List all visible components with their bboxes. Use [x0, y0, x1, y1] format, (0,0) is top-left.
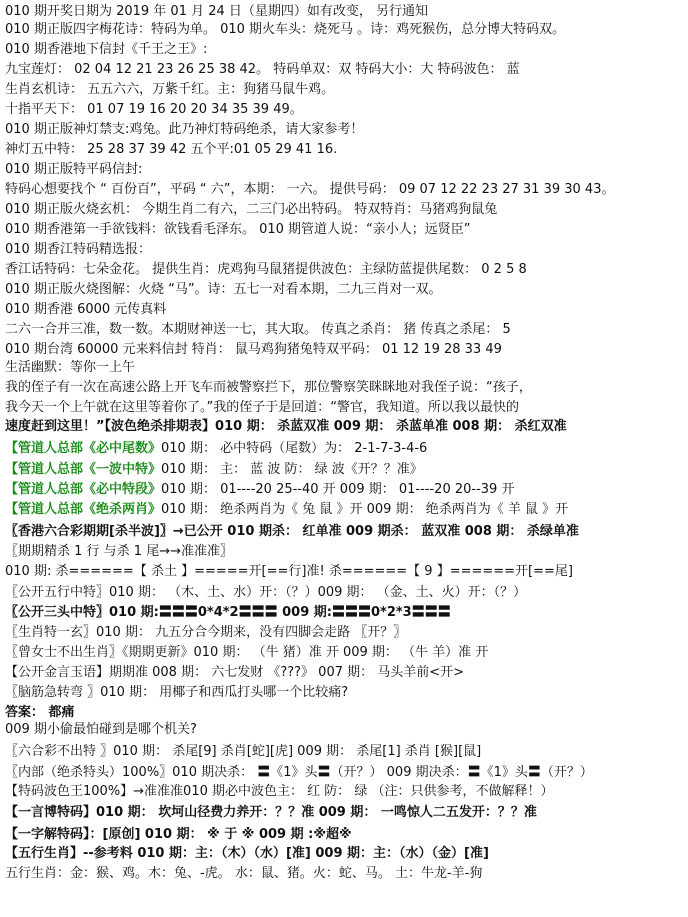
text-line: 010 期正版特平码信封:	[5, 162, 143, 177]
text-row: 答案： 都痛	[5, 705, 75, 720]
text-row: 【公开金言玉语】期期准 008 期： 六七发财 《???》 007 期： 马头羊前<开>	[5, 665, 465, 680]
text-row: 〖公开三头中特〗010 期:〓〓〓0*4*2〓〓〓 009 期:〓〓〓0*2*3〓〓〓	[5, 605, 451, 620]
text-line: 010 期香港 6000 元传真料	[5, 302, 167, 317]
text-row: 010 期: 杀======【 杀土 】=====开[==行]准! 杀======【 9 】======开[==尾]	[5, 564, 573, 579]
text-line: 010 期开奖日期为 2019 年 01 月 24 日（星期四）如有改变， 另行通知	[5, 4, 429, 19]
text-line: 生活幽默：等你一上午	[5, 360, 136, 375]
text-line: 二六一合并三准，数一数。本期财神送一七，其大取。 传真之杀肖： 猪 传真之杀尾： 5	[5, 322, 511, 337]
text-line: 010 期香港地下信封《千王之王》:	[5, 42, 208, 57]
text-line: 生肖玄机诗： 五五六六，万紫千红。主：狗猪马鼠牛鸡。	[5, 82, 335, 97]
green-row	[5, 441, 427, 457]
text-line: 010 期台湾 60000 元来料信封 特肖： 鼠马鸡狗猪兔特双平码： 01 12 19 28 33 49	[5, 342, 502, 357]
text-line: 特码心想要找个 “ 百份百”，平码 “ 六”，本期： 一六。 提供号码： 09 07 12 22 23 27 31 39 30 43。	[5, 182, 615, 197]
text-line: 010 期香港第一手欲钱料：欲钱看毛泽东。 010 期管道人说：“亲小人；远贤臣”	[5, 222, 471, 237]
text-row: 〖生肖特一玄〗010 期： 九五分合今期来，没有四脚会走路 〖开？〗	[5, 625, 407, 640]
green-text: 010 期： 绝杀两肖为《 兔 鼠 》开 009 期： 绝杀两肖为《 羊 鼠 》开	[161, 502, 569, 517]
story-line: 我的侄子有一次在高速公路上开飞车而被警察拦下，那位警察笑眯眯地对我侄子说：“孩子，	[5, 380, 532, 395]
text-line: 010 期正版神灯禁支:鸡兔。此乃神灯特码绝杀，请大家参考！	[5, 122, 364, 137]
text-row: 〖曾女士不出生肖〗《期期更新》010 期： （牛 猪）准 开 009 期： （牛 羊）准 开	[5, 645, 489, 660]
green-text: 010 期： 必中特码（尾数）为： 2-1-7-3-4-6	[161, 441, 428, 456]
text-row: 〖脑筋急转弯 〗010 期： 用椰子和西瓜打头哪一个比较痛?	[5, 685, 349, 700]
story-line: 速度赶到这里！”【波色绝杀排期表】010 期： 杀蓝双准 009 期： 杀蓝单准 008 期： 杀红双准	[5, 419, 567, 434]
green-tag: 【管道人总部《一波中特》	[5, 462, 162, 477]
text-line: 010 期正版火烧图解：火烧 “马”。诗：五七一对看本期，二九三肖对一双。	[5, 282, 442, 297]
green-tag: 【管道人总部《绝杀两肖》	[5, 502, 162, 517]
text-row: 〖香港六合彩期期[杀半波]〗→已公开 010 期杀： 红单准 009 期杀： 蓝双准 008 期： 杀绿单准	[5, 524, 579, 539]
text-line: 十指平天下： 01 07 19 16 20 20 34 35 39 49。	[5, 102, 303, 117]
text-line: 九宝莲灯： 02 04 12 21 23 26 25 38 42。 特码单双：双 特码大小：大 特码波色： 蓝	[5, 62, 520, 77]
text-line: 010 期正版四字梅花诗：特码为单。 010 期火车头：烧死马 。诗：鸡死猴伤，总分博大特码双。	[5, 22, 566, 37]
text-row: 【特码波色王100%】→准准准010 期必中波色主： 红 防： 绿 （注：只供参考，不做解释！）	[5, 784, 554, 799]
text-row: 【一言博特码】010 期： 坎坷山径费力养开：？？准 009 期： 一鸣惊人二五发开：？？准	[5, 805, 537, 820]
text-row: 【一字解特码】：[原创] 010 期： ※ 于 ※ 009 期 :※超※	[5, 827, 352, 842]
text-row: 009 期小偷最怕碰到是哪个机关?	[5, 722, 197, 737]
green-row	[5, 502, 568, 518]
text-row: 〖期期精杀 1 行 与杀 1 尾→→准准准〗	[5, 544, 233, 559]
green-text: 010 期： 01----20 25--40 开 009 期： 01----20 20--39 开	[161, 482, 515, 497]
text-row: 〖公开五行中特〗010 期： （木、土、水）开：（？）009 期： （金、土、火）开：（？）	[5, 585, 527, 600]
text-line: 香江话特码：七朵金花。 提供生肖：虎鸡狗马鼠猪提供波色：主绿防蓝提供尾数： 0 2 5 8	[5, 262, 527, 277]
green-text: 010 期： 主： 蓝 波 防： 绿 波《开？？准》	[161, 462, 423, 477]
text-row: 五行生肖：金：猴、鸡。木：兔、-虎。 水：鼠、猪。火：蛇、马。 土：牛龙-羊-狗	[5, 866, 483, 881]
text-line: 010 期香江特码精选报：	[5, 242, 151, 257]
green-row	[5, 482, 514, 498]
green-row	[5, 462, 423, 478]
text-line: 神灯五中特： 25 28 37 39 42 五个平:01 05 29 41 16.	[5, 142, 338, 157]
text-row: 【五行生肖】--参考料 010 期：主：（木）（水）[准] 009 期：主：（水）（金）[准]	[5, 846, 489, 861]
green-tag: 【管道人总部《必中特段》	[5, 482, 162, 497]
text-line: 010 期正版火烧玄机： 今期生肖二有六，二三门必出特码。 特双特肖：马猪鸡狗鼠兔	[5, 202, 498, 217]
story-line: 我今天一个上午就在这里等着你了。”我的侄子于是回道：“警官，我知道。所以我以最快的	[5, 400, 519, 415]
green-tag: 【管道人总部《必中尾数》	[5, 441, 162, 456]
text-row: 〖六合彩不出特 〗010 期： 杀尾[9] 杀肖[蛇][虎] 009 期： 杀尾[1] 杀肖 [猴][鼠]	[5, 744, 482, 759]
text-row: 〖内部（绝杀特头）100%〗010 期决杀： 〓《1》头〓（开？） 009 期决杀：〓《1》头〓（开？）	[5, 765, 593, 780]
